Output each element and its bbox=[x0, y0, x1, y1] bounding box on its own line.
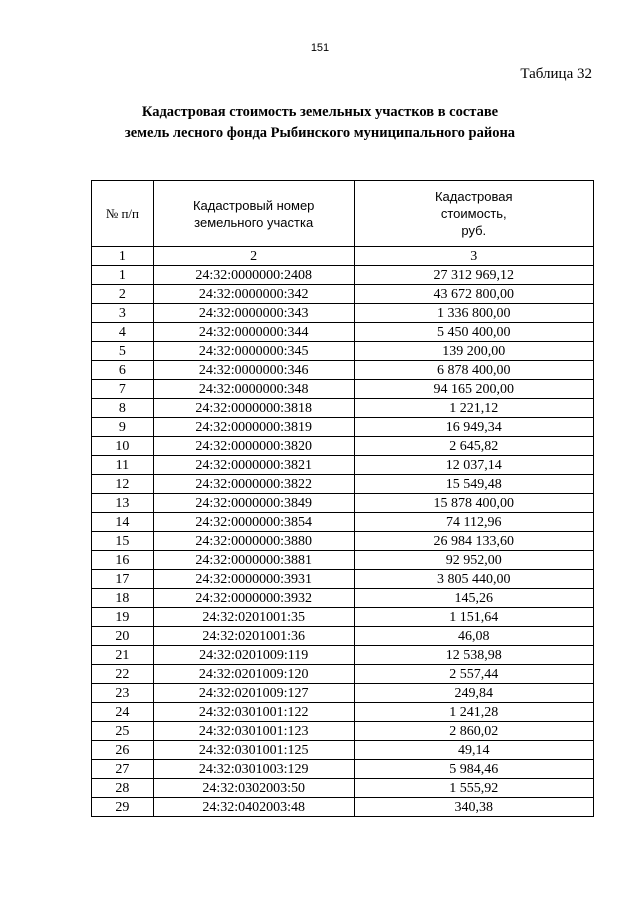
cadastral-value-cell: 94 165 200,00 bbox=[354, 380, 593, 399]
header-cadastral-number-line-2: земельного участка bbox=[194, 214, 314, 230]
table-row bbox=[92, 684, 594, 703]
cadastral-number-cell: 24:32:0000000:346 bbox=[153, 361, 354, 380]
row-number-cell: 24 bbox=[92, 703, 154, 722]
row-number-cell: 10 bbox=[92, 437, 154, 456]
cadastral-number-cell: 24:32:0000000:3820 bbox=[153, 437, 354, 456]
table-row bbox=[92, 722, 594, 741]
table-row bbox=[92, 285, 594, 304]
table-row bbox=[92, 342, 594, 361]
table-row bbox=[92, 627, 594, 646]
cadastral-value-cell: 1 241,28 bbox=[354, 703, 593, 722]
table-row bbox=[92, 532, 594, 551]
row-number-cell: 6 bbox=[92, 361, 154, 380]
table-row bbox=[92, 589, 594, 608]
table-row bbox=[92, 798, 594, 817]
header-row bbox=[92, 181, 594, 247]
cadastral-value-cell: 6 878 400,00 bbox=[354, 361, 593, 380]
row-number-cell: 28 bbox=[92, 779, 154, 798]
table-row bbox=[92, 703, 594, 722]
table-row bbox=[92, 399, 594, 418]
cadastral-value-cell: 5 450 400,00 bbox=[354, 323, 593, 342]
cadastral-value-cell: 1 151,64 bbox=[354, 608, 593, 627]
cadastral-value-cell: 2 557,44 bbox=[354, 665, 593, 684]
row-number-cell: 12 bbox=[92, 475, 154, 494]
row-number-cell: 26 bbox=[92, 741, 154, 760]
cadastral-value-cell: 12 037,14 bbox=[354, 456, 593, 475]
cadastral-value-cell: 74 112,96 bbox=[354, 513, 593, 532]
row-number-cell: 19 bbox=[92, 608, 154, 627]
cadastral-number-cell: 24:32:0000000:348 bbox=[153, 380, 354, 399]
row-number-cell: 11 bbox=[92, 456, 154, 475]
header-cadastral-value bbox=[354, 181, 593, 247]
row-number-cell: 18 bbox=[92, 589, 154, 608]
row-number-cell: 29 bbox=[92, 798, 154, 817]
cadastral-number-cell: 24:32:0000000:3931 bbox=[153, 570, 354, 589]
cadastral-value-cell: 1 555,92 bbox=[354, 779, 593, 798]
cadastral-value-cell: 5 984,46 bbox=[354, 760, 593, 779]
cadastral-number-cell: 24:32:0000000:3822 bbox=[153, 475, 354, 494]
row-number-cell: 1 bbox=[92, 266, 154, 285]
row-number-cell: 23 bbox=[92, 684, 154, 703]
cadastral-number-cell: 24:32:0000000:344 bbox=[153, 323, 354, 342]
cadastral-value-cell: 249,84 bbox=[354, 684, 593, 703]
table-row bbox=[92, 646, 594, 665]
table-body bbox=[92, 266, 594, 817]
cadastral-value-cell: 27 312 969,12 bbox=[354, 266, 593, 285]
cadastral-value-cell: 2 645,82 bbox=[354, 437, 593, 456]
cadastral-number-cell: 24:32:0301001:123 bbox=[153, 722, 354, 741]
cadastral-number-cell: 24:32:0301001:122 bbox=[153, 703, 354, 722]
row-number-cell: 17 bbox=[92, 570, 154, 589]
cadastral-number-cell: 24:32:0201009:119 bbox=[153, 646, 354, 665]
row-number-cell: 3 bbox=[92, 304, 154, 323]
table-row bbox=[92, 456, 594, 475]
table-row bbox=[92, 608, 594, 627]
cadastral-number-cell: 24:32:0000000:3818 bbox=[153, 399, 354, 418]
cadastral-number-cell: 24:32:0000000:342 bbox=[153, 285, 354, 304]
row-number-cell: 20 bbox=[92, 627, 154, 646]
cadastral-number-cell: 24:32:0000000:3880 bbox=[153, 532, 354, 551]
table-row bbox=[92, 380, 594, 399]
table-row bbox=[92, 513, 594, 532]
table-row bbox=[92, 760, 594, 779]
document-title bbox=[0, 102, 640, 144]
cadastral-value-cell: 12 538,98 bbox=[354, 646, 593, 665]
row-number-cell: 21 bbox=[92, 646, 154, 665]
table-row bbox=[92, 266, 594, 285]
table-row bbox=[92, 437, 594, 456]
cadastral-number-cell: 24:32:0000000:3932 bbox=[153, 589, 354, 608]
title-line-1: Кадастровая стоимость земельных участков в составе bbox=[141, 104, 499, 120]
cadastral-number-cell: 24:32:0301003:129 bbox=[153, 760, 354, 779]
cadastral-value-cell: 2 860,02 bbox=[354, 722, 593, 741]
cadastral-number-cell: 24:32:0000000:2408 bbox=[153, 266, 354, 285]
table-row bbox=[92, 570, 594, 589]
row-number-cell: 25 bbox=[92, 722, 154, 741]
cadastral-value-table bbox=[91, 180, 594, 817]
table-row bbox=[92, 323, 594, 342]
cadastral-number-cell: 24:32:0000000:3849 bbox=[153, 494, 354, 513]
table-row bbox=[92, 475, 594, 494]
row-number-cell: 7 bbox=[92, 380, 154, 399]
cadastral-number-cell: 24:32:0201001:35 bbox=[153, 608, 354, 627]
cadastral-number-cell: 24:32:0301001:125 bbox=[153, 741, 354, 760]
cadastral-value-cell: 15 549,48 bbox=[354, 475, 593, 494]
header-cadastral-number bbox=[153, 181, 354, 247]
cadastral-number-cell: 24:32:0302003:50 bbox=[153, 779, 354, 798]
table-row bbox=[92, 494, 594, 513]
cadastral-number-cell: 24:32:0000000:3821 bbox=[153, 456, 354, 475]
row-number-cell: 8 bbox=[92, 399, 154, 418]
table-row bbox=[92, 418, 594, 437]
cadastral-number-cell: 24:32:0000000:3854 bbox=[153, 513, 354, 532]
header-cadastral-number-line-1: Кадастровый номер bbox=[192, 197, 315, 213]
table-row bbox=[92, 779, 594, 798]
row-number-cell: 27 bbox=[92, 760, 154, 779]
cadastral-value-cell: 145,26 bbox=[354, 589, 593, 608]
cadastral-number-cell: 24:32:0000000:3819 bbox=[153, 418, 354, 437]
cadastral-value-cell: 46,08 bbox=[354, 627, 593, 646]
cadastral-value-cell: 3 805 440,00 bbox=[354, 570, 593, 589]
row-number-cell: 9 bbox=[92, 418, 154, 437]
header-number: № п/п bbox=[92, 181, 154, 247]
row-number-cell: 13 bbox=[92, 494, 154, 513]
cadastral-value-cell: 340,38 bbox=[354, 798, 593, 817]
cadastral-value-cell: 92 952,00 bbox=[354, 551, 593, 570]
table-label: Таблица 32 bbox=[520, 66, 592, 82]
title-line-2: земель лесного фонда Рыбинского муниципального района bbox=[124, 125, 516, 141]
table-row bbox=[92, 304, 594, 323]
cadastral-number-cell: 24:32:0000000:345 bbox=[153, 342, 354, 361]
cadastral-value-cell: 139 200,00 bbox=[354, 342, 593, 361]
table-row bbox=[92, 361, 594, 380]
cadastral-value-cell: 1 336 800,00 bbox=[354, 304, 593, 323]
cadastral-number-cell: 24:32:0201009:120 bbox=[153, 665, 354, 684]
cadastral-value-cell: 49,14 bbox=[354, 741, 593, 760]
column-number-cell: 2 bbox=[153, 247, 354, 266]
header-cadastral-value-line-3: руб. bbox=[461, 223, 487, 238]
cadastral-number-cell: 24:32:0000000:3881 bbox=[153, 551, 354, 570]
row-number-cell: 4 bbox=[92, 323, 154, 342]
table-row bbox=[92, 665, 594, 684]
row-number-cell: 2 bbox=[92, 285, 154, 304]
cadastral-value-cell: 15 878 400,00 bbox=[354, 494, 593, 513]
cadastral-number-cell: 24:32:0201009:127 bbox=[153, 684, 354, 703]
cadastral-value-cell: 1 221,12 bbox=[354, 399, 593, 418]
row-number-cell: 16 bbox=[92, 551, 154, 570]
cadastral-number-cell: 24:32:0201001:36 bbox=[153, 627, 354, 646]
row-number-cell: 15 bbox=[92, 532, 154, 551]
cadastral-value-cell: 16 949,34 bbox=[354, 418, 593, 437]
column-number-cell: 1 bbox=[92, 247, 154, 266]
column-number-cell: 3 bbox=[354, 247, 593, 266]
header-cadastral-value-line-1: Кадастровая bbox=[434, 189, 513, 204]
cadastral-value-cell: 43 672 800,00 bbox=[354, 285, 593, 304]
cadastral-value-cell: 26 984 133,60 bbox=[354, 532, 593, 551]
column-number-row bbox=[92, 247, 594, 266]
header-cadastral-value-line-2: стоимость, bbox=[440, 206, 507, 221]
row-number-cell: 22 bbox=[92, 665, 154, 684]
cadastral-number-cell: 24:32:0402003:48 bbox=[153, 798, 354, 817]
page-number: 151 bbox=[310, 42, 330, 54]
row-number-cell: 14 bbox=[92, 513, 154, 532]
table-row bbox=[92, 551, 594, 570]
table-row bbox=[92, 741, 594, 760]
row-number-cell: 5 bbox=[92, 342, 154, 361]
cadastral-number-cell: 24:32:0000000:343 bbox=[153, 304, 354, 323]
